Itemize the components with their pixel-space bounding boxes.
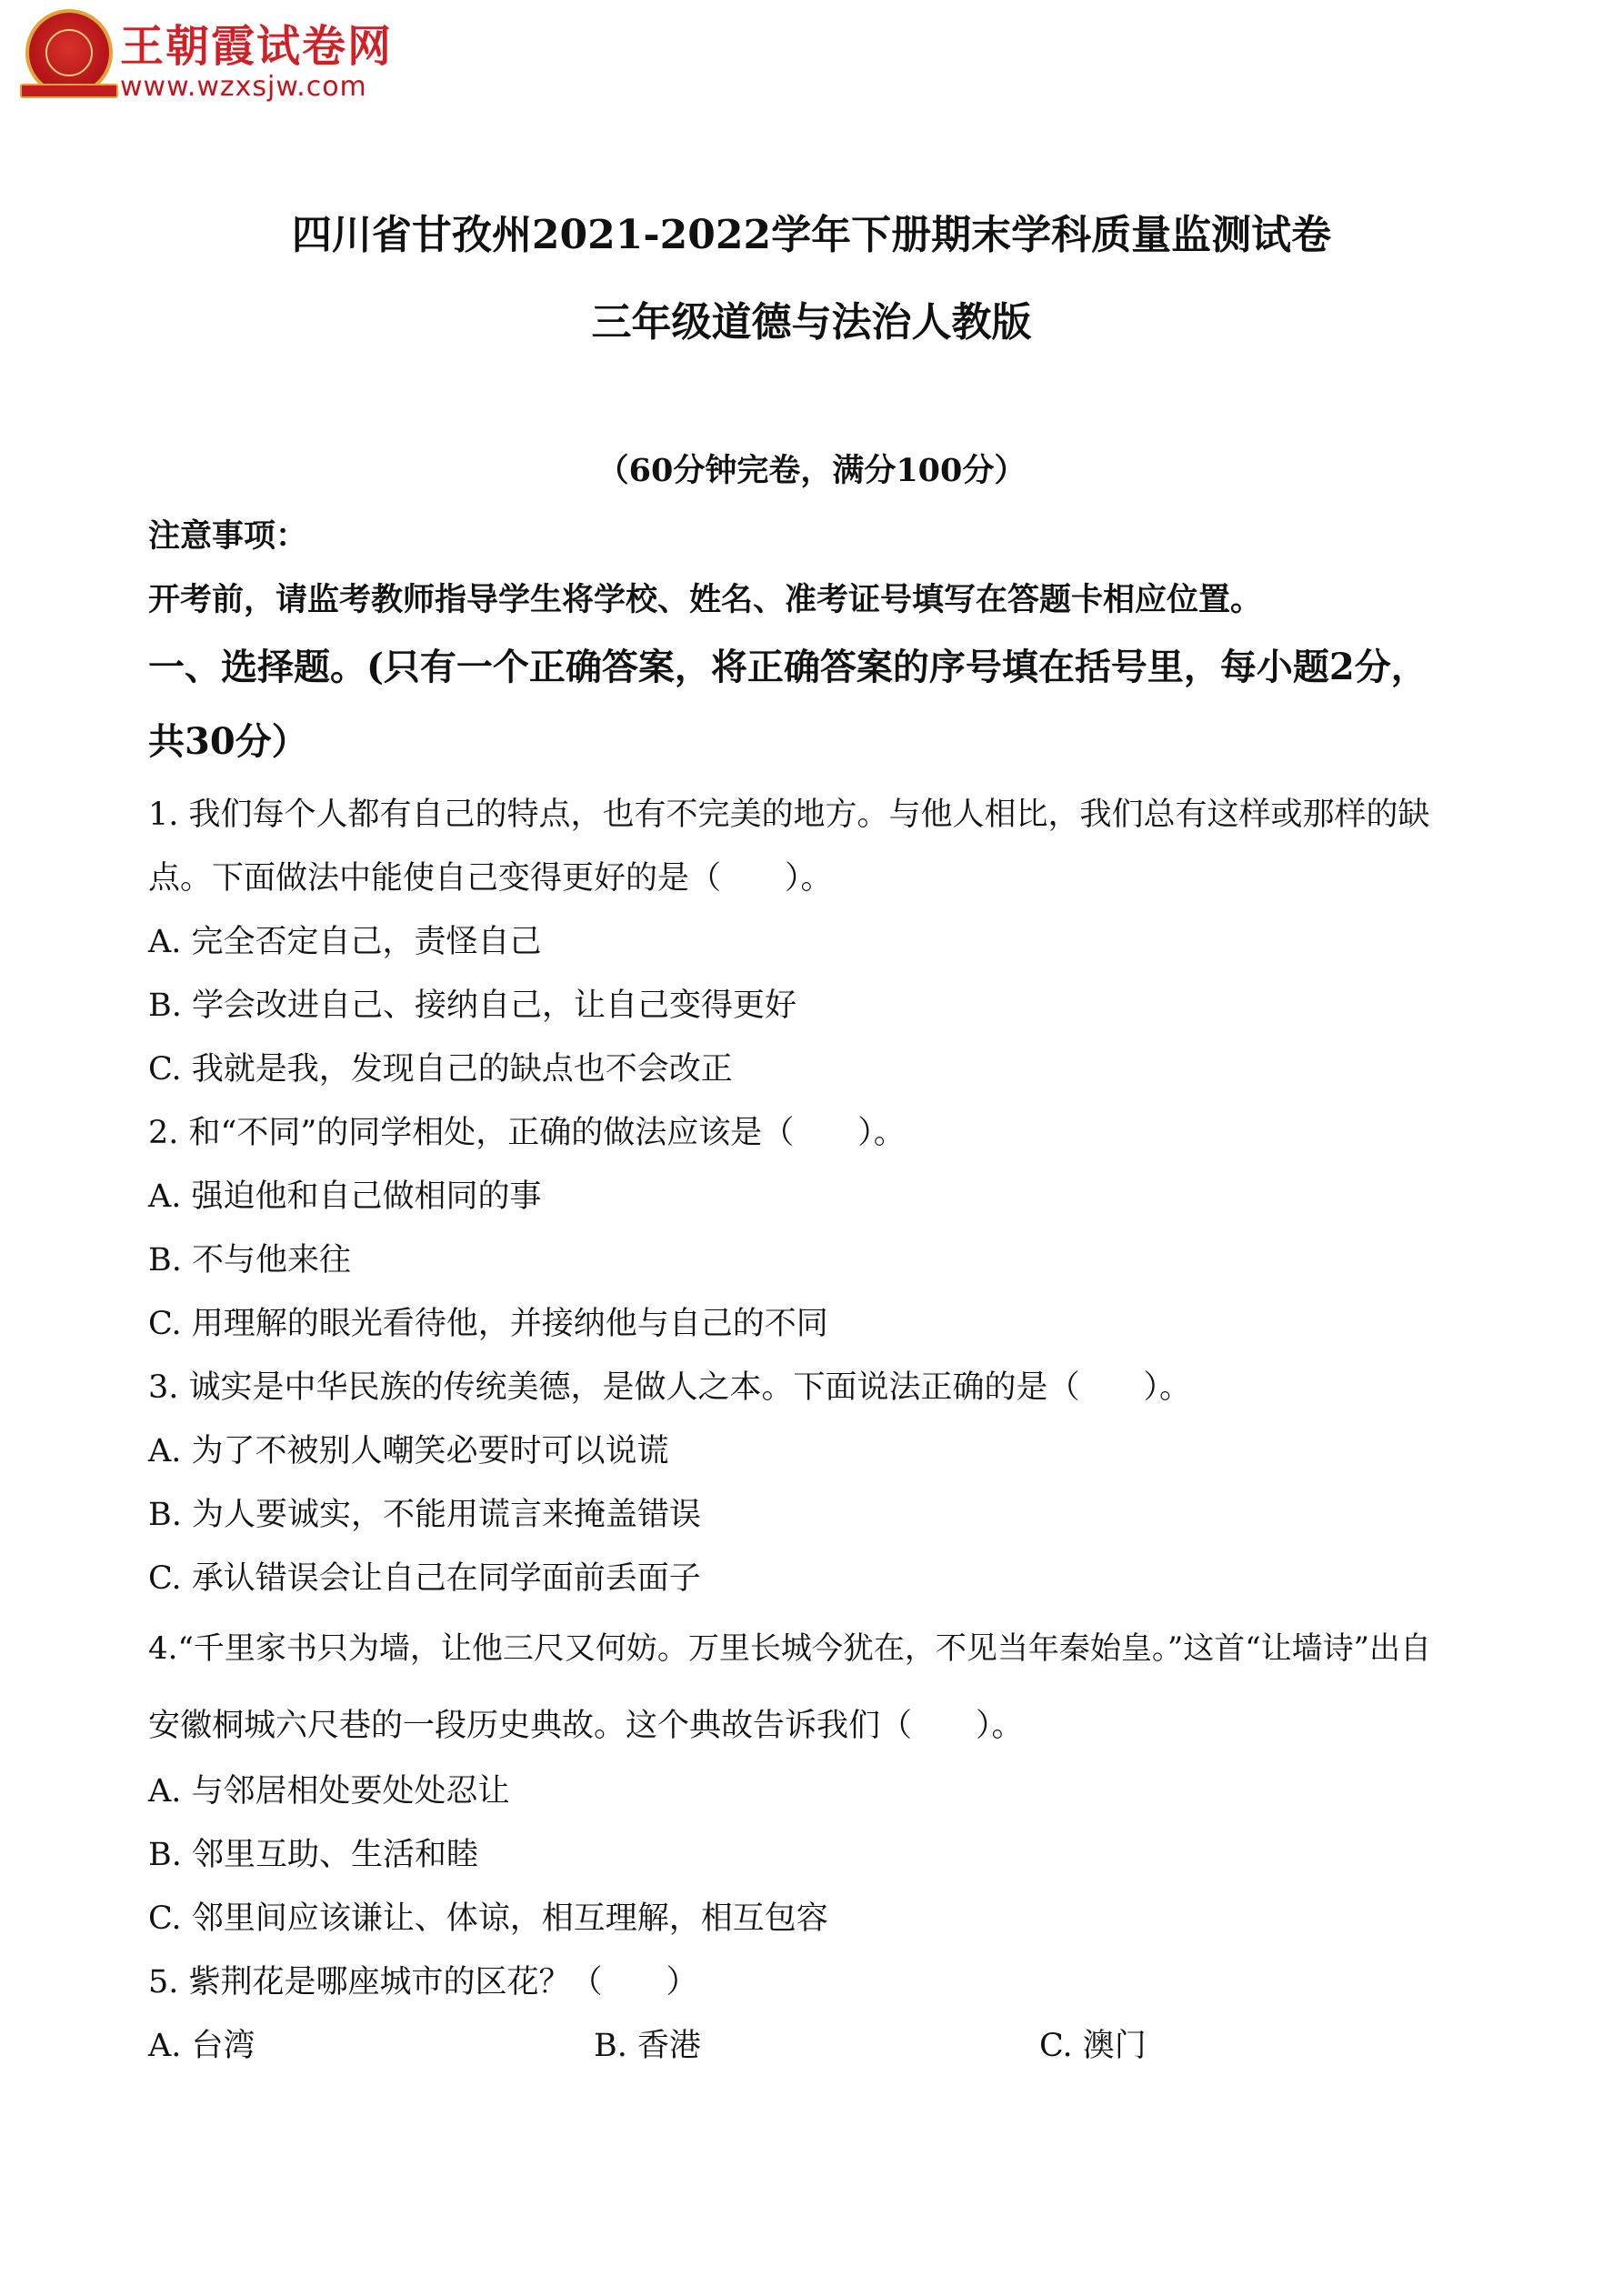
option-b: B. 邻里互助、生活和睦 <box>148 1837 478 1873</box>
section-heading-cont: 共30分） <box>148 720 308 763</box>
option-c: C. 我就是我，发现自己的缺点也不会改正 <box>148 1051 733 1088</box>
site-logo <box>25 9 416 109</box>
option-b: B. 香港 <box>594 2028 701 2064</box>
option-a: A. 强迫他和自己做相同的事 <box>148 1178 542 1215</box>
option-b: B. 不与他来往 <box>148 1242 351 1278</box>
question-stem: 2. 和“不同”的同学相处，正确的做法应该是（ ）。 <box>148 1115 906 1151</box>
option-a: A. 完全否定自己，责怪自己 <box>148 924 542 960</box>
logo-url: www.wzxsjw.com <box>120 71 367 103</box>
option-b: B. 为人要诚实，不能用谎言来掩盖错误 <box>148 1497 701 1533</box>
question-stem: 5. 紫荆花是哪座城市的区花？（ ） <box>148 1964 698 2000</box>
option-a: A. 为了不被别人嘲笑必要时可以说谎 <box>148 1433 669 1469</box>
seal-inner-ring <box>45 29 93 76</box>
question-stem: 安徽桐城六尺巷的一段历史典故。这个典故告诉我们（ ）。 <box>148 1708 1024 1744</box>
option-c: C. 承认错误会让自己在同学面前丢面子 <box>148 1560 701 1597</box>
question-stem: 3. 诚实是中华民族的传统美德，是做人之本。下面说法正确的是（ ）。 <box>148 1369 1192 1406</box>
question-stem: 4.“千里家书只为墙，让他三尺又何妨。万里长城今犹在，不见当年秦始皇。”这首“让墙诗”出自 <box>148 1630 1431 1667</box>
section-heading: 一、选择题。(只有一个正确答案，将正确答案的序号填在括号里，每小题2分， <box>148 646 1428 688</box>
page-subtitle: 三年级道德与法治人教版 <box>591 299 1032 346</box>
option-b: B. 学会改进自己、接纳自己，让自己变得更好 <box>148 988 796 1024</box>
option-c: C. 澳门 <box>1039 2028 1147 2064</box>
question-stem: 点。下面做法中能使自己变得更好的是（ ）。 <box>148 860 833 897</box>
question-stem: 1. 我们每个人都有自己的特点，也有不完美的地方。与他人相比，我们总有这样或那样的缺 <box>148 797 1430 833</box>
exam-info: （60分钟完卷，满分100分） <box>596 452 1027 489</box>
option-a: A. 台湾 <box>148 2028 255 2064</box>
notice-label: 注意事项： <box>148 517 308 555</box>
option-a: A. 与邻居相处要处处忍让 <box>148 1773 510 1810</box>
logo-title: 王朝霞试卷网 <box>120 21 394 72</box>
page-title: 四川省甘孜州2021-2022学年下册期末学科质量监测试卷 <box>291 212 1332 258</box>
notice-text: 开考前，请监考教师指导学生将学校、姓名、准考证号填写在答题卡相应位置。 <box>148 581 1263 618</box>
seal-ribbon <box>20 84 118 98</box>
option-c: C. 邻里间应该谦让、体谅，相互理解，相互包容 <box>148 1900 828 1937</box>
option-c: C. 用理解的眼光看待他，并接纳他与自己的不同 <box>148 1306 828 1342</box>
